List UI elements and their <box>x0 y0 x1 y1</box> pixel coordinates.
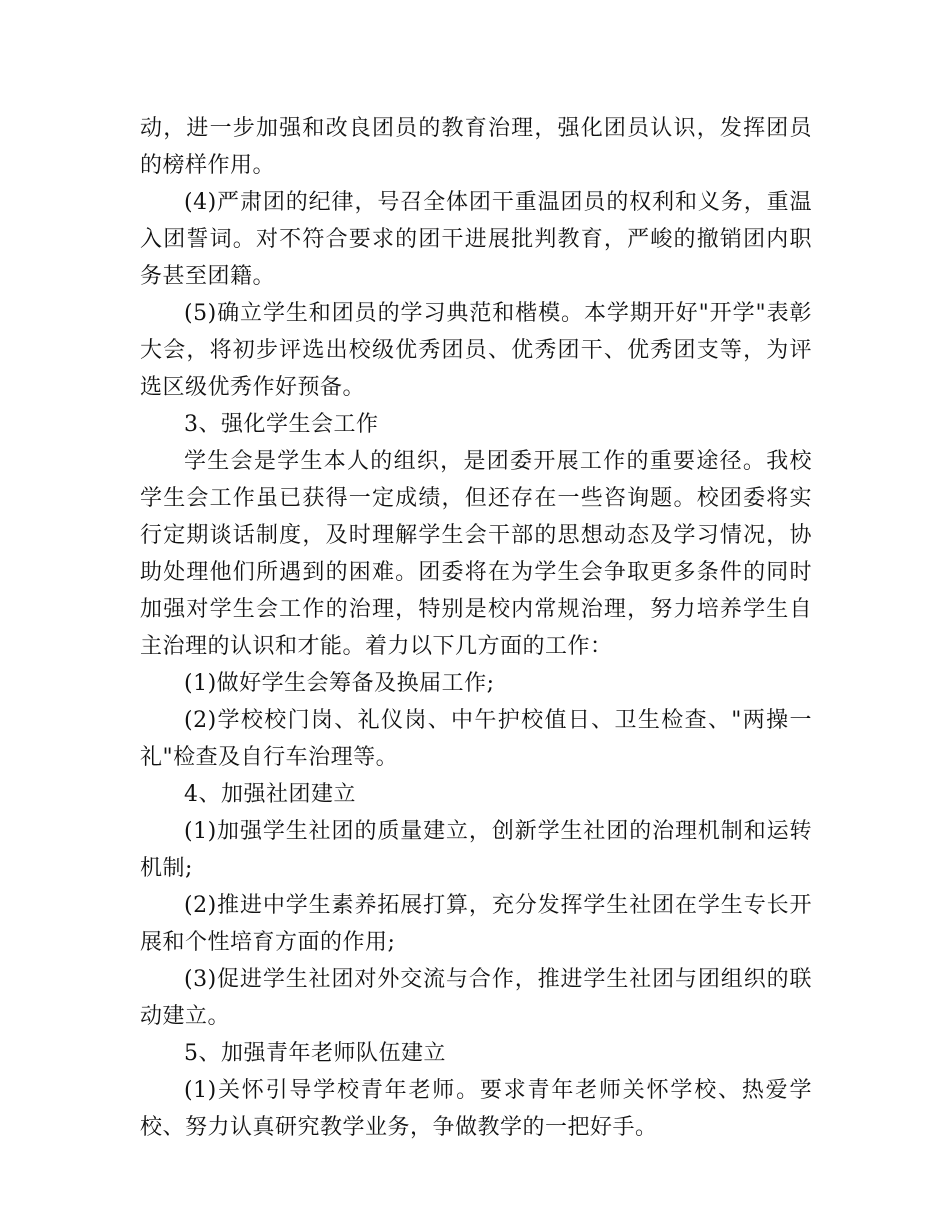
section-heading-young-teachers: 5、加强青年老师队伍建立 <box>184 1041 446 1066</box>
list-item-clubs-3: (3)促进学生社团对外交流与合作，推进学生社团与团组织的联动建立。 <box>140 967 812 1029</box>
list-item-teachers-1: (1)关怀引导学校青年老师。要求青年老师关怀学校、热爱学校、努力认真研究教学业务，争做教学的一把好手。 <box>140 1078 812 1140</box>
list-item-clubs-2: (2)推进中学生素养拓展打算，充分发挥学生社团在学生专长开展和个性培育方面的作用; <box>140 893 812 955</box>
paragraph-item-5-role-models: (5)确立学生和团员的学习典范和楷模。本学期开好"开学"表彰大会，将初步评选出校级优秀团员、优秀团干、优秀团支等，为评选区级优秀作好预备。 <box>140 301 812 400</box>
paragraph-student-union: 学生会是学生本人的组织，是团委开展工作的重要途径。我校学生会工作虽已获得一定成绩，但还存在一些咨询题。校团委将实行定期谈话制度，及时理解学生会干部的思想动态及学习情况，协助处理他们所遇到的困难。团委将在为学生会争取更多条件的同时加强对学生会工作的治理，特别是校内常规治理，努力培养学生自主治理的认识和才能。着力以下几方面的工作： <box>140 449 812 659</box>
document-body <box>140 110 812 1146</box>
section-heading-clubs: 4、加强社团建立 <box>184 782 356 807</box>
list-item-union-2: (2)学校校门岗、礼仪岗、中午护校值日、卫生检查、"两操一礼"检查及自行车治理等。 <box>140 708 812 770</box>
section-heading-student-union: 3、强化学生会工作 <box>184 412 379 437</box>
list-item-union-1: (1)做好学生会筹备及换届工作; <box>184 671 495 696</box>
list-item-clubs-1: (1)加强学生社团的质量建立，创新学生社团的治理机制和运转机制; <box>140 819 812 881</box>
paragraph-item-4-discipline: (4)严肃团的纪律，号召全体团干重温团员的权利和义务，重温入团誓词。对不符合要求的团干进展批判教育，严峻的撤销团内职务甚至团籍。 <box>140 190 812 289</box>
paragraph-continuation: 动，进一步加强和改良团员的教育治理，强化团员认识，发挥团员的榜样作用。 <box>140 116 812 178</box>
